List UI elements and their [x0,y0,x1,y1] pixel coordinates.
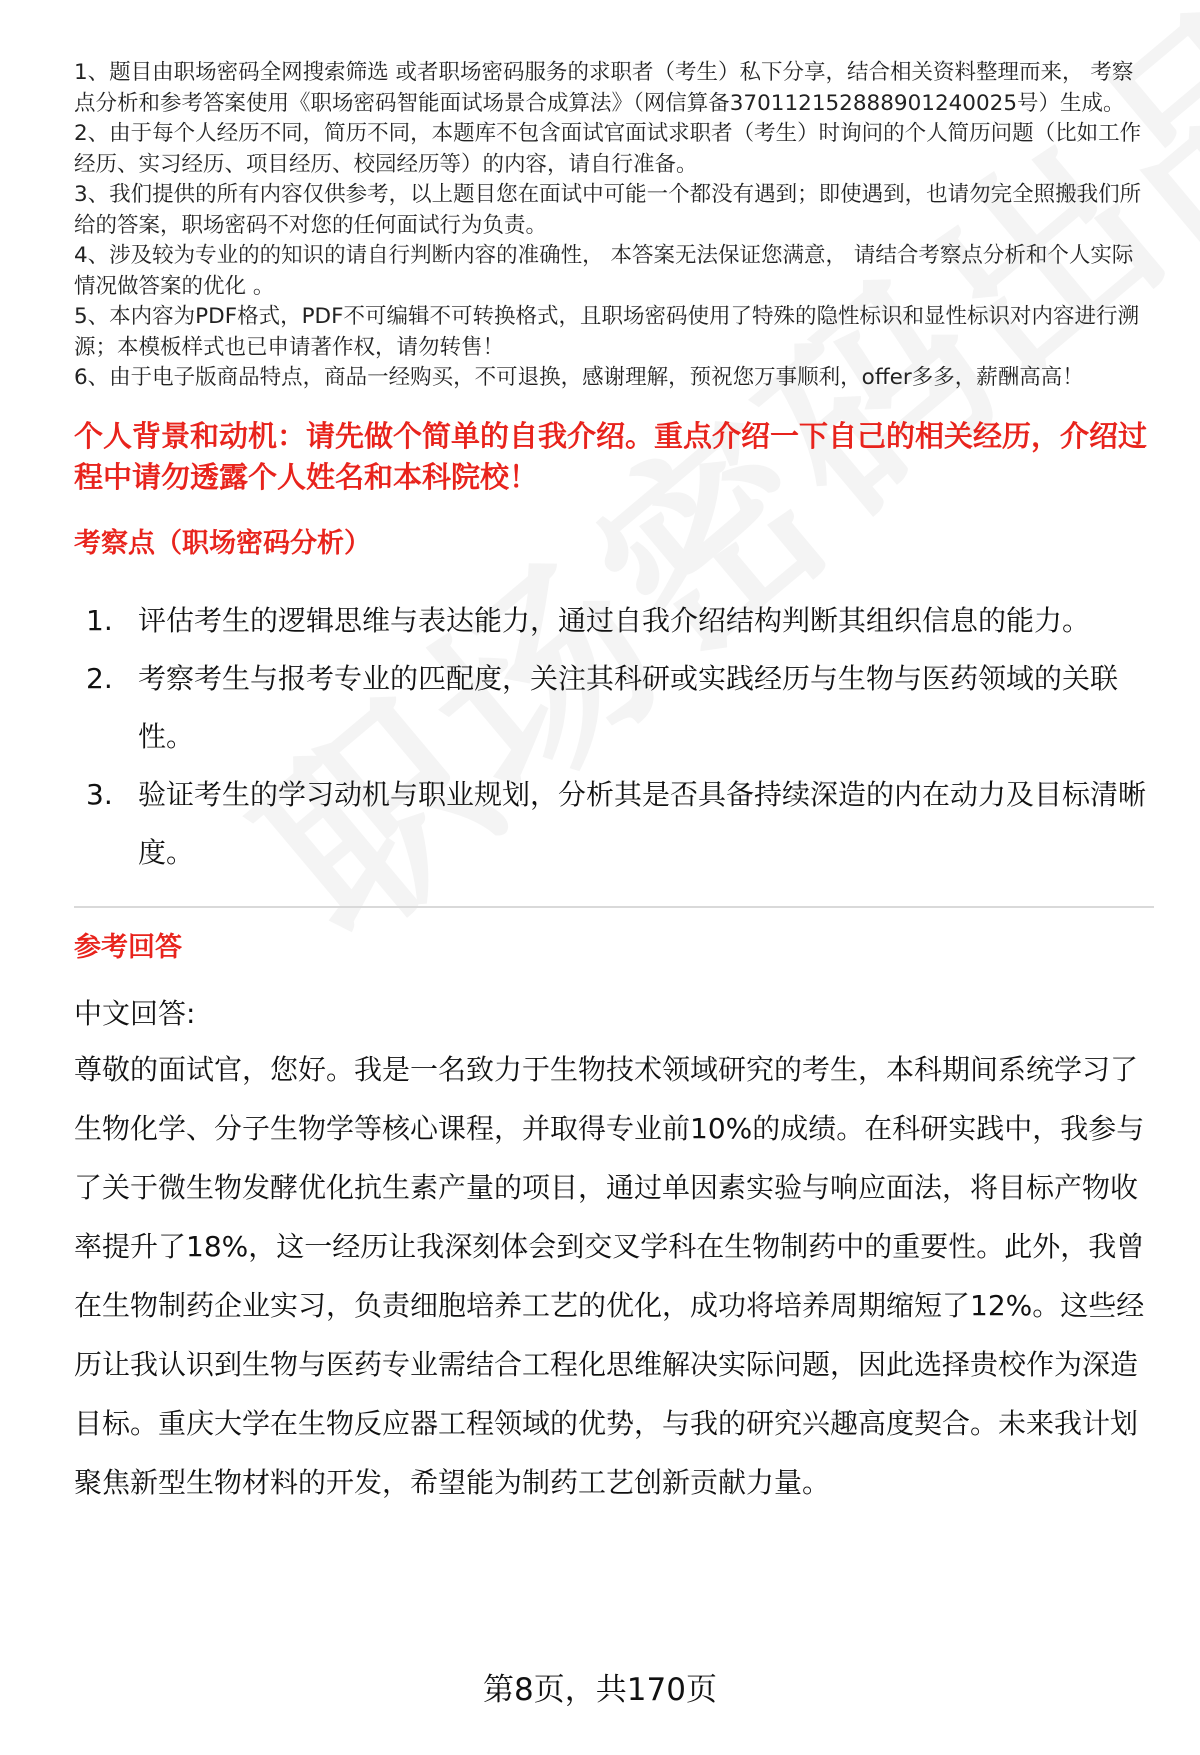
note-item: 4、涉及较为专业的的知识的请自行判断内容的准确性， 本答案无法保证您满意， 请结合考察点分析和个人实际情况做答案的优化 。 [74,243,1134,299]
answer-language-label: 中文回答: [74,996,196,1030]
answer-heading: 参考回答 [74,931,182,963]
point-number: 1. [86,603,113,637]
disclaimer-notes [74,58,1154,394]
note-item: 2、由于每个人经历不同，简历不同，本题库不包含面试官面试求职者（考生）时询问的个人简历问题（比如工作经历、实习经历、项目经历、校园经历等）的内容，请自行准备。 [74,121,1142,177]
interview-question: 个人背景和动机：请先做个简单的自我介绍。重点介绍一下自己的相关经历，介绍过程中请勿透露个人姓名和本科院校！ [74,418,1148,494]
point-text: 评估考生的逻辑思维与表达能力，通过自我介绍结构判断其组织信息的能力。 [138,603,1091,637]
point-number: 3. [86,777,113,811]
page-number-footer: 第8页，共170页 [483,1672,717,1708]
analysis-point [74,766,1154,882]
analysis-points [74,592,1154,882]
document-page [74,58,1154,1512]
section-divider [74,906,1154,908]
analysis-point [74,592,1154,650]
point-text: 验证考生的学习动机与职业规划，分析其是否具备持续深造的内在动力及目标清晰度。 [138,777,1147,869]
point-number: 2. [86,661,113,695]
analysis-point [74,650,1154,766]
analysis-heading: 考察点（职场密码分析） [74,527,371,559]
note-item: 1、题目由职场密码全网搜索筛选 或者职场密码服务的求职者（考生）私下分享，结合相关资料整理而来， 考察点分析和参考答案使用《职场密码智能面试场景合成算法》（网信算备370112152888901240025号）生成。 [74,60,1134,116]
answer-body: 尊敬的面试官，您好。我是一名致力于生物技术领域研究的考生，本科期间系统学习了生物化学、分子生物学等核心课程，并取得专业前10%的成绩。在科研实践中，我参与了关于微生物发酵优化抗生素产量的项目，通过单因素实验与响应面法，将目标产物收率提升了18%，这一经历让我深刻体会到交叉学科在生物制药中的重要性。此外，我曾在生物制药企业实习，负责细胞培养工艺的优化，成功将培养周期缩短了12%。这些经历让我认识到生物与医药专业需结合工程化思维解决实际问题，因此选择贵校作为深造目标。重庆大学在生物反应器工程领域的优势，与我的研究兴趣高度契合。未来我计划聚焦新型生物材料的开发，希望能为制药工艺创新贡献力量。 [74,1052,1145,1499]
note-item: 6、由于电子版商品特点，商品一经购买，不可退换，感谢理解，预祝您万事顺利，offer多多，薪酬高高！ [74,365,1084,390]
note-item: 3、我们提供的所有内容仅供参考，以上题目您在面试中可能一个都没有遇到；即使遇到，也请勿完全照搬我们所给的答案，职场密码不对您的任何面试行为负责。 [74,182,1142,238]
note-item: 5、本内容为PDF格式，PDF不可编辑不可转换格式，且职场密码使用了特殊的隐性标识和显性标识对内容进行溯源；本模板样式也已申请著作权，请勿转售！ [74,304,1139,360]
point-text: 考察考生与报考专业的匹配度，关注其科研或实践经历与生物与医药领域的关联性。 [138,661,1119,753]
